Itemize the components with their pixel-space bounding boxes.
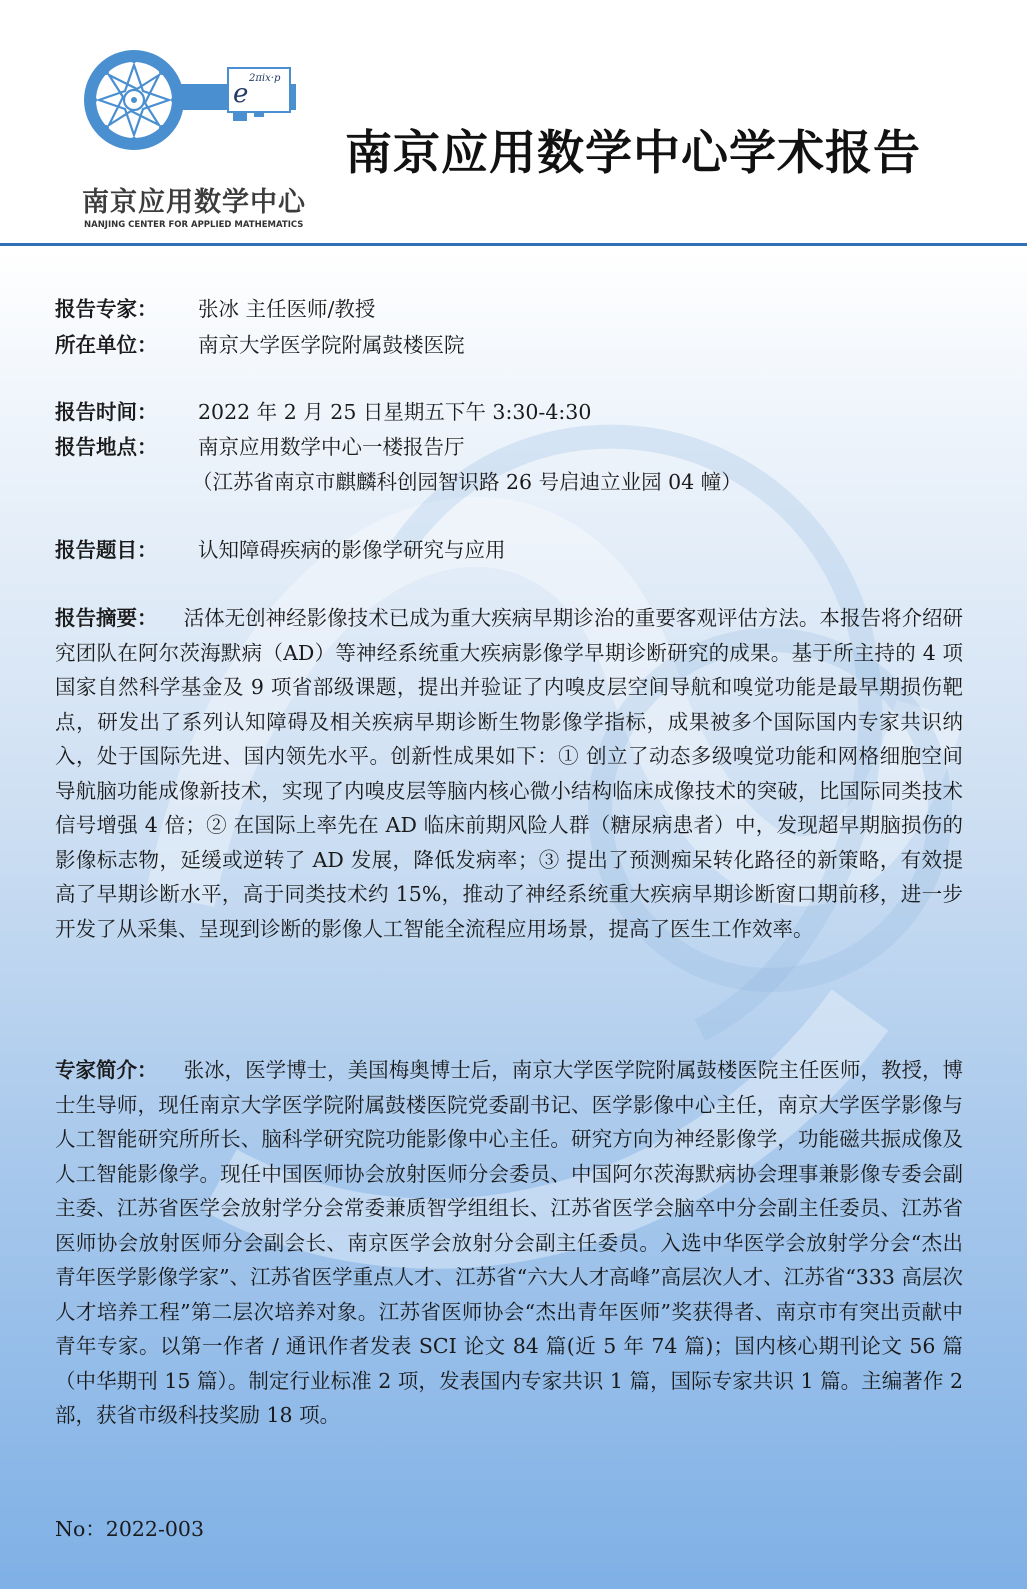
logo-chinese-name: 南京应用数学中心 — [82, 187, 306, 218]
place-detail: （江苏省南京市麒麟科创园智识路 26 号启迪立业园 04 幢） — [192, 470, 742, 494]
bio-text: 张冰，医学博士，美国梅奥博士后，南京大学医学院附属鼓楼医院主任医师，教授，博士生导师，现任南京大学医学院附属鼓楼医院党委副书记、医学影像中心主任，南京大学医学影像与人工智能研究所所长、脑科学研究院功能影像中心主任。研究方向为神经影像学，功能磁共振成像及人工智能影像学。现任中国医师协会放射医师分会委员、中国阿尔茨海默病协会理事兼影像专委会副主委、江苏省医学会放射学分会常委兼质智学组组长、江苏省医学会脑卒中分会副主任委员、江苏省医师协会放射医师分会副会长、南京医学会放射分会副主任委员。入选中华医学会放射学分会“杰出青年医学影像学家”、江苏省医学重点人才、江苏省“六大人才高峰”高层次人才、江苏省“333 高层次人才培养工程”第二层次培养对象。江苏省医师协会“杰出青年医师”奖获得者、南京市有突出贡献中青年专家。以第一作者 / 通讯作者发表 SCI 论文 84 篇(近 5 年 74 篇)；国内核心期刊论文 56 篇（中华期刊 15 篇）。制定行业标准 2 项，发表国内专家共识 1 篇，国际专家共识 1 篇。主编著作 2 部，获省市级科技奖励 18 项。 — [55, 1058, 964, 1427]
logo-english-name: NANJING CENTER FOR APPLIED MATHEMATICS — [84, 220, 304, 230]
abstract-text: 活体无创神经影像技术已成为重大疾病早期诊治的重要客观评估方法。本报告将介绍研究团队在阿尔茨海默病（AD）等神经系统重大疾病影像学早期诊断研究的成果。基于所主持的 4 项国家自然科学基金及 9 项省部级课题，提出并验证了内嗅皮层空间导航和嗅觉功能是最早期损伤靶点，研发出了系列认知障碍及相关疾病早期诊断生物影像学指标，成果被多个国际国内专家共识纳入，处于国际先进、国内领先水平。创新性成果如下：① 创立了动态多级嗅觉功能和网格细胞空间导航脑功能成像新技术，实现了内嗅皮层等脑内核心微小结构临床成像技术的突破，比国际同类技术信号增强 4 倍；② 在国际上率先在 AD 临床前期风险人群（糖尿病患者）中，发现超早期脑损伤的影像标志物，延缓或逆转了 AD 发展，降低发病率；③ 提出了预测痴呆转化路径的新策略，有效提高了早期诊断水平，高于同类技术约 15%，推动了神经系统重大疾病早期诊断窗口期前移，进一步开发了从采集、呈现到诊断的影像人工智能全流程应用场景，提高了医生工作效率。 — [55, 606, 964, 941]
place-label: 报告地点： — [55, 435, 158, 459]
abstract-section — [55, 601, 963, 946]
unit-value: 南京大学医学院附属鼓楼医院 — [198, 333, 465, 357]
logo-formula-base: e — [233, 79, 249, 109]
logo-formula — [233, 73, 289, 109]
report-number: No：2022-003 — [55, 1517, 205, 1541]
place-value: 南京应用数学中心一楼报告厅 — [198, 435, 465, 459]
bio-label: 专家简介： — [55, 1058, 158, 1082]
time-value: 2022 年 2 月 25 日星期五下午 3:30-4:30 — [198, 400, 592, 424]
time-label: 报告时间： — [55, 400, 158, 424]
logo-formula-exponent: 2πix·p — [249, 73, 281, 84]
page-title: 南京应用数学中心学术报告 — [345, 126, 921, 181]
speaker-label: 报告专家： — [55, 297, 158, 321]
header — [0, 0, 1027, 250]
key-emblem-icon — [78, 48, 308, 178]
header-divider — [0, 243, 1027, 246]
topic-value: 认知障碍疾病的影像学研究与应用 — [198, 538, 506, 562]
abstract-label: 报告摘要： — [55, 606, 158, 630]
unit-label: 所在单位： — [55, 333, 158, 357]
topic-label: 报告题目： — [55, 538, 158, 562]
nanjing-center-logo — [78, 48, 308, 238]
bio-section — [55, 1053, 963, 1433]
speaker-value: 张冰 主任医师/教授 — [198, 297, 376, 321]
